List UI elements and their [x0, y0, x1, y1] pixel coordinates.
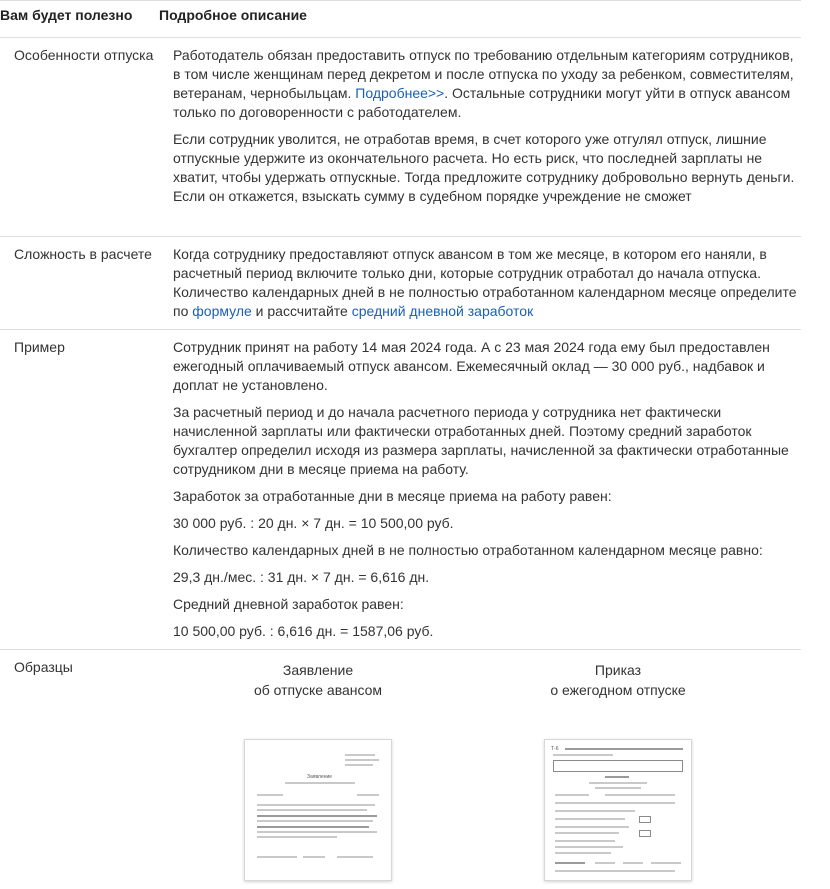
features-text-2: . Остальные сотрудники могут уйти в отпуск авансом только по договоренности с работодателем. — [173, 85, 790, 120]
row-content-features — [159, 38, 801, 237]
sample-application[interactable] — [173, 658, 463, 881]
doc-box — [553, 760, 683, 772]
doc-line — [555, 794, 589, 796]
header-useful: Вам будет полезно — [0, 1, 159, 38]
complexity-paragraph — [173, 245, 797, 321]
doc-line — [555, 818, 625, 820]
application-document-thumbnail[interactable] — [244, 739, 392, 881]
sample-application-caption[interactable] — [173, 660, 463, 700]
doc-line — [565, 748, 683, 750]
formula-link[interactable]: формуле — [192, 303, 252, 319]
table-header-row — [0, 1, 801, 38]
doc-line — [623, 862, 643, 864]
row-content-example — [159, 330, 801, 650]
doc-line — [257, 856, 297, 858]
doc-line — [555, 840, 615, 842]
doc-line — [345, 759, 379, 761]
samples-list — [173, 658, 763, 881]
doc-line — [257, 794, 283, 796]
doc-line — [651, 862, 681, 864]
doc-line — [605, 794, 675, 796]
doc-box — [639, 816, 651, 823]
doc-line — [257, 831, 377, 833]
doc-line — [345, 754, 375, 756]
table-row-features — [0, 38, 801, 237]
features-paragraph-2: Если сотрудник уволится, не отработав время, в счет которого уже отгулял отпуск, лишние отпускные удержите из окончательного расчета. Но есть риск, что последней зарплаты не хватит, чтобы удержать отпускные. Тогда предложите сотруднику добровольно вернуть деньги. Если он откажется, взыскать сумму в судебном порядке учреждение не сможет — [173, 130, 797, 206]
doc-line — [595, 862, 615, 864]
order-document-thumbnail[interactable] — [544, 739, 692, 881]
average-daily-earnings-link[interactable]: средний дневной заработок — [352, 303, 534, 319]
example-paragraph: За расчетный период и до начала расчетного периода у сотрудника нет фактически начисленной зарплаты или фактически отработанных дней. Поэтому средний заработок бухгалтер определил исходя из размера зарплаты, начисленной за фактически отработанные сотрудником дни в месяце приема на работу. — [173, 403, 797, 479]
features-paragraph-1 — [173, 46, 797, 122]
more-link[interactable]: Подробнее>> — [355, 85, 444, 101]
table-row-example — [0, 330, 801, 650]
doc-line — [257, 815, 377, 817]
header-description: Подробное описание — [159, 1, 801, 38]
doc-line — [555, 852, 611, 854]
example-paragraph: Средний дневной заработок равен: — [173, 595, 797, 614]
doc-line — [605, 776, 629, 778]
sample-order-caption[interactable] — [473, 660, 763, 700]
doc-line — [303, 856, 325, 858]
doc-line — [555, 846, 623, 848]
row-content-samples — [159, 650, 801, 889]
sample-caption-line: об отпуске авансом — [173, 680, 463, 700]
sample-order[interactable] — [473, 658, 763, 881]
example-paragraph: Количество календарных дней в не полностью отработанном календарном месяце равно: — [173, 541, 797, 560]
doc-line — [257, 804, 375, 806]
doc-box — [639, 830, 651, 837]
features-text-1: Работодатель обязан предоставить отпуск по требованию отдельным категориям сотрудников, в том числе женщинам перед декретом и после отпуска по уходу за ребенком, совместителям, ветеранам, чернобыльцам. — [173, 47, 794, 101]
doc-line — [589, 782, 647, 784]
doc-line — [553, 754, 613, 756]
sample-caption-line: Приказ — [473, 660, 763, 680]
doc-line — [555, 870, 675, 872]
doc-line — [555, 826, 629, 828]
doc-line — [555, 802, 675, 804]
complexity-text-2: и рассчитайте — [252, 303, 352, 319]
complexity-text-1: Когда сотруднику предоставляют отпуск авансом в том же месяце, в котором его наняли, в расчетный период включите только дни, которые сотрудник отработал до начала отпуска. Количество календарных дней в не полностью отработанном календарном месяце определите по — [173, 246, 797, 319]
example-formula: 10 500,00 руб. : 6,616 дн. = 1587,06 руб. — [173, 622, 797, 641]
table-row-complexity — [0, 237, 801, 330]
sample-caption-line: о ежегодном отпуске — [473, 680, 763, 700]
example-formula: 29,3 дн./мес. : 31 дн. × 7 дн. = 6,616 дн. — [173, 568, 797, 587]
table-row-samples — [0, 650, 801, 889]
row-label-features: Особенности отпуска — [0, 38, 159, 237]
row-label-complexity: Сложность в расчете — [0, 237, 159, 330]
example-formula: 30 000 руб. : 20 дн. × 7 дн. = 10 500,00 руб. — [173, 514, 797, 533]
doc-line — [555, 810, 635, 812]
doc-line — [257, 826, 369, 828]
sample-caption-line: Заявление — [173, 660, 463, 680]
example-paragraph: Заработок за отработанные дни в месяце приема на работу равен: — [173, 487, 797, 506]
doc-line — [345, 764, 373, 766]
doc-line — [257, 820, 373, 822]
doc-form-code: Т-6 — [551, 746, 559, 752]
doc-line — [595, 787, 641, 789]
row-label-example: Пример — [0, 330, 159, 650]
row-content-complexity — [159, 237, 801, 330]
doc-line — [555, 862, 585, 864]
doc-line — [555, 832, 619, 834]
doc-line — [337, 856, 373, 858]
doc-line — [357, 794, 379, 796]
doc-line — [285, 782, 355, 784]
doc-line — [257, 836, 337, 838]
row-label-samples: Образцы — [0, 650, 159, 889]
example-paragraph: Сотрудник принят на работу 14 мая 2024 года. А с 23 мая 2024 года ему был предоставлен ежегодный оплачиваемый отпуск авансом. Ежемесячный оклад — 30 000 руб., надбавок и доплат не установлено. — [173, 338, 797, 395]
doc-heading: Заявление — [307, 774, 332, 780]
